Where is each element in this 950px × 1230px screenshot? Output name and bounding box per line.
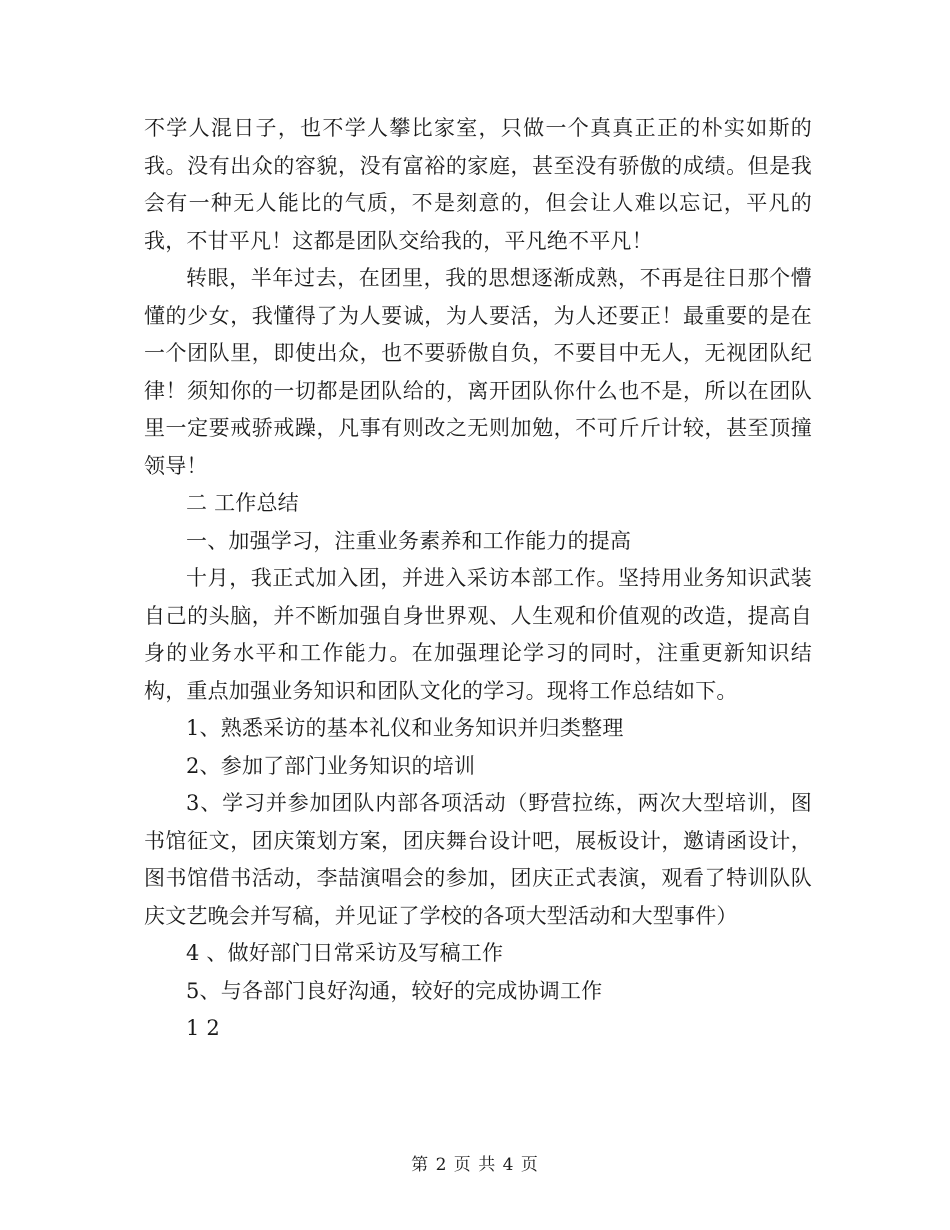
page-footer: 第 2 页 共 4 页: [411, 1155, 539, 1175]
section-heading-work-summary: 二 工作总结: [186, 491, 299, 515]
list-item-2: 2、参加了部门业务知识的培训: [186, 753, 476, 778]
list-item-1: 1、熟悉采访的基本礼仪和业务知识并归类整理: [186, 716, 624, 740]
subsection-heading-study: 一、加强学习，注重业务素养和工作能力的提高: [186, 528, 632, 553]
paragraph-1: 不学人混日子，也不学人攀比家室，只做一个真真正正的朴实如斯的我。没有出众的容貌，没有富裕的家庭，甚至没有骄傲的成绩。但是我会有一种无人能比的气质，不是刻意的，但会让人难以忘记，平凡的我，不甘平凡！这都是团队交给我的，平凡绝不平凡！: [144, 116, 812, 253]
page-fragment-text: 1 2: [186, 1016, 220, 1040]
list-item-3: 3、学习并参加团队内部各项活动（野营拉练，两次大型培训，图书馆征文，团庆策划方案，团庆舞台设计吧，展板设计，邀请函设计，图书馆借书活动，李喆演唱会的参加，团庆正式表演，观看了特训队队庆文艺晚会并写稿，并见证了学校的各项大型活动和大型事件）: [144, 791, 812, 928]
document-body: [144, 110, 812, 1048]
paragraph-october: 十月，我正式加入团，并进入采访本部工作。坚持用业务知识武装自己的头脑，并不断加强自身世界观、人生观和价值观的改造，提高自身的业务水平和工作能力。在加强理论学习的同时，注重更新知识结构，重点加强业务知识和团队文化的学习。现将工作总结如下。: [144, 566, 812, 703]
list-item-4: 4 、做好部门日常采访及写稿工作: [186, 941, 504, 965]
paragraph-2: 转眼，半年过去，在团里，我的思想逐渐成熟，不再是往日那个懵懂的少女，我懂得了为人要诚，为人要活，为人还要正！最重要的是在一个团队里，即使出众，也不要骄傲自负，不要目中无人，无视团队纪律！须知你的一切都是团队给的，离开团队你什么也不是，所以在团队里一定要戒骄戒躁，凡事有则改之无则加勉，不可斤斤计较，甚至顶撞领导！: [144, 266, 812, 478]
list-item-5: 5、与各部门良好沟通，较好的完成协调工作: [186, 978, 603, 1003]
